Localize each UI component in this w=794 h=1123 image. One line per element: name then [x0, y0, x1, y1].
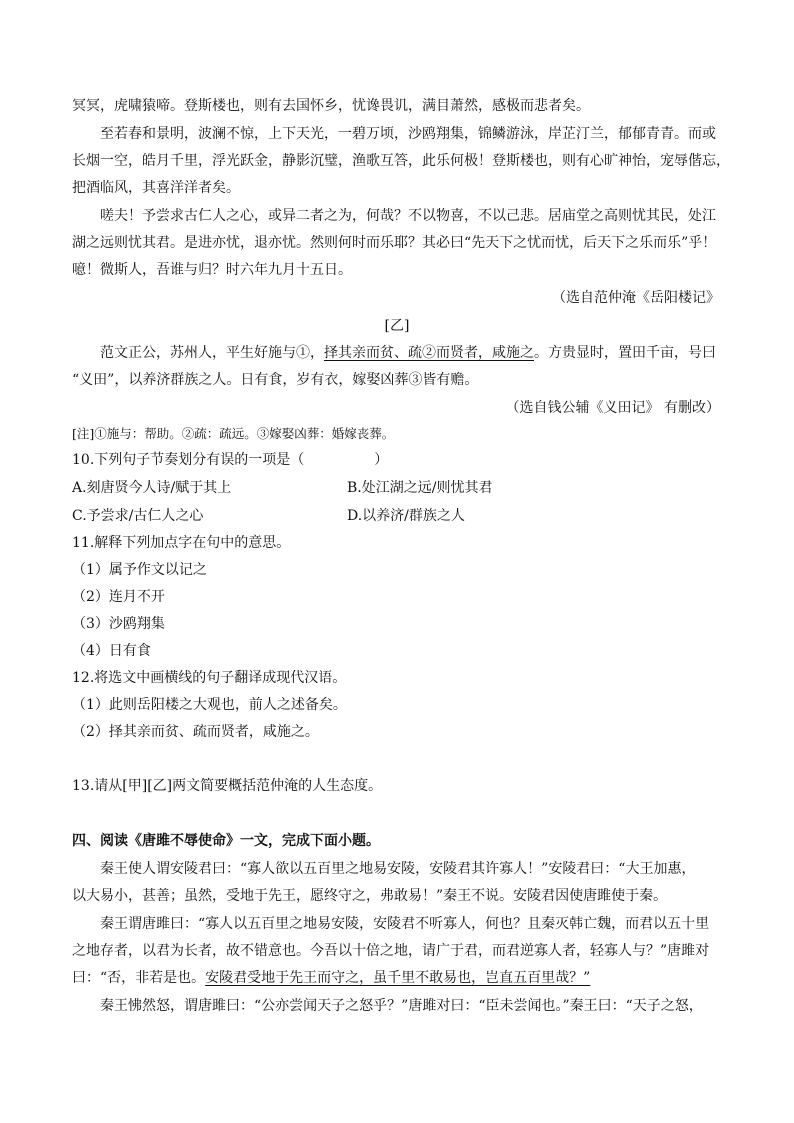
yi-line1-end: 。方贵显时，置田千亩，号曰	[534, 345, 716, 361]
q10-option-a: A.刻唐贤今人诗/赋于其上	[72, 480, 232, 496]
jia-p3-line3: 噫！微斯人，吾谁与归？时六年九月十五日。	[72, 262, 352, 278]
q10-option-c: C.予尝求/古仁人之心	[72, 508, 204, 524]
question-10: 10.下列句子节奏划分有误的一项是（ ）	[72, 452, 389, 468]
yi-line2: “义田”，以养济群族之人。日有食，岁有衣，嫁娶凶葬③皆有赡。	[72, 372, 479, 388]
s4-p1-line2: 以大易小，甚善；虽然，受地于先王，愿终守之，弗敢易！”秦王不说。安陵君因使唐雎使于秦。	[72, 888, 668, 904]
q10-options-row1	[72, 477, 493, 499]
q10-options-row2	[72, 505, 465, 527]
yi-heading: [乙]	[384, 318, 410, 334]
yi-line1	[100, 342, 716, 364]
s4-underlined-sentence: 安陵君受地于先王而守之，虽千里不敢易也，岂直五百里哉？”	[205, 970, 591, 986]
section4-heading: 四、阅读《唐雎不辱使命》一文，完成下面小题。	[72, 833, 380, 849]
yi-note: [注]①施与：帮助。②疏：疏远。③嫁娶凶葬：婚嫁丧葬。	[72, 426, 395, 441]
jia-p2-line3: 把酒临风，其喜洋洋者矣。	[72, 180, 240, 196]
yi-source: （选自钱公辅《义田记》 有删改）	[505, 400, 720, 416]
q11-item1: （1）属予作文以记之	[72, 562, 207, 578]
s4-p2-line3	[72, 967, 590, 989]
question-13: 13.请从[甲][乙]两文简要概括范仲淹的人生态度。	[72, 778, 383, 794]
q12-item1: （1）此则岳阳楼之大观也，前人之述备矣。	[72, 697, 347, 713]
q11-item2: （2）连月不开	[72, 589, 165, 605]
question-11: 11.解释下列加点字在句中的意思。	[72, 535, 291, 551]
jia-p2-line1: 至若春和景明，波澜不惊，上下天光，一碧万顷，沙鸥翔集，锦鳞游泳，岸芷汀兰，郁郁青青。而或	[100, 126, 716, 142]
q10-option-b: B.处江湖之远/则忧其君	[347, 480, 493, 496]
s4-p2-line3-start: 曰：“否，非若是也。	[72, 970, 206, 986]
jia-p2-line2: 长烟一空，皓月千里，浮光跃金，静影沉璧，渔歌互答，此乐何极！登斯楼也，则有心旷神怡，宠辱偕忘，	[72, 153, 730, 169]
q10-option-d: D.以养济/群族之人	[347, 508, 465, 524]
q12-item2: （2）择其亲而贫、疏而贤者，咸施之。	[72, 724, 319, 740]
question-12: 12.将选文中画横线的句子翻译成现代汉语。	[72, 670, 347, 686]
s4-p1-line1: 秦王使人谓安陵君曰：“寡人欲以五百里之地易安陵，安陵君其许寡人！”安陵君曰：“大王加惠，	[100, 861, 696, 877]
yi-underlined-sentence: 择其亲而贫、疏②而贤者，咸施之	[324, 345, 534, 361]
jia-p1-end: 冥冥，虎啸猿啼。登斯楼也，则有去国怀乡，忧谗畏讥，满目萧然，感极而悲者矣。	[72, 98, 590, 114]
s4-p2-line1: 秦王谓唐雎曰：“寡人以五百里之地易安陵，安陵君不听寡人，何也？且秦灭韩亡魏，而君以五十里	[100, 916, 710, 932]
jia-p3-line1: 嗟夫！予尝求古仁人之心，或异二者之为，何哉？不以物喜，不以己悲。居庙堂之高则忧其民，处江	[100, 208, 716, 224]
s4-p3-line1: 秦王怫然怒，谓唐雎曰：“公亦尝闻天子之怒乎？”唐雎对曰：“臣未尝闻也。”秦王曰：“天子之怒，	[100, 998, 703, 1014]
jia-source: （选自范仲淹《岳阳楼记》	[552, 290, 720, 306]
yi-line1-start: 范文正公，苏州人，平生好施与①，	[100, 345, 324, 361]
q11-item3: （3）沙鸥翔集	[72, 616, 165, 632]
q11-item4: （4）日有食	[72, 643, 151, 659]
jia-p3-line2: 湖之远则忧其君。是进亦忧，退亦忧。然则何时而乐耶？其必曰“先天下之忧而忧，后天下之乐而乐”乎！	[72, 235, 717, 251]
s4-p2-line2: 之地存者，以君为长者，故不错意也。今吾以十倍之地，请广于君，而君逆寡人者，轻寡人与？”唐雎对	[72, 943, 710, 959]
